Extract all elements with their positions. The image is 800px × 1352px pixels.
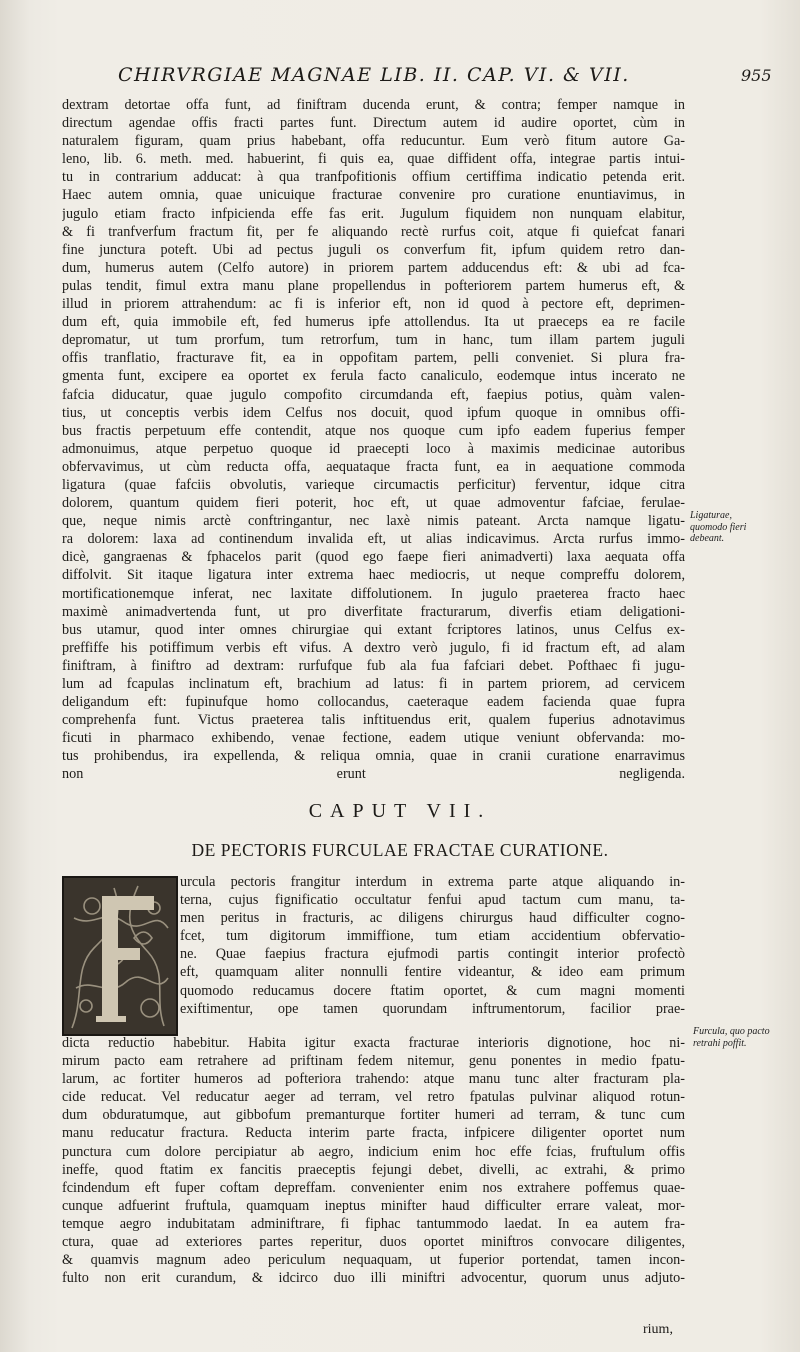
text-line: admonuimus, atque perpetuo quoque id praecepti loco à maximis medicinae autoribus	[62, 440, 685, 457]
text-line: tius, ut conceptis verbis idem Celfus nos docuit, quod ipfum quoque in omnibus offi-	[62, 404, 685, 421]
text-line: illud in priorem attrahendum: ac fi is inferior eft, non id quod à pectore eft, deprimen-	[62, 296, 685, 313]
decorated-initial	[62, 876, 178, 1036]
text-line: ligatura (quae fafciis obvolutis, varieque circumactis perficitur) ferventur, idque citra	[62, 476, 685, 493]
text-line: larum, ac fortiter humeros ad pofteriora trahendo: atque manu tunc alter fracturam pla-	[62, 1071, 685, 1088]
text-line: ficuti in pharmaco exhibendo, venae fectione, eadem utique veniunt obfervanda: mo-	[62, 730, 685, 747]
page-number: 955	[741, 66, 772, 85]
text-line: fafcia diducatur, quae jugulo compofito circumdanda eft, faepius potius, quàm valen-	[62, 386, 685, 403]
chapter-number: CAPUT VII.	[308, 800, 492, 822]
text-line: fcet, tum digitorum immiffione, tum etiam accidentium obfervatio-	[180, 928, 685, 945]
margin-note-furcula: Furcula, quo pacto retrahi poffit.	[693, 1026, 770, 1049]
text-line: dum, humerus autem (Celfo autore) in priorem partem adducendus eft: & ubi ad fca-	[62, 259, 685, 276]
catchword: rium,	[643, 1322, 673, 1337]
text-line: pulas tendit, fimul extra manu plane propellendus in pofteriorem partem humerus eft, &	[62, 277, 685, 294]
text-line: ctura, quae ad exteriores partes reperitur, duos oportet miniftros convocare diligentes,	[62, 1234, 685, 1251]
margin-note-ligaturae: Ligaturae, quomodo fieri debeant.	[690, 510, 747, 544]
text-line: men peritus in fracturis, ac diligens chirurgus haud difficulter cogno-	[180, 910, 685, 927]
chapter-title: DE PECTORIS FURCULAE FRACTAE CURATIONE.	[191, 840, 609, 860]
text-line: eft, quamquam aliter nonnulli fentire videantur, & ideo eam primum	[180, 964, 685, 981]
text-line: deligandum eft: fupinufque homo collocandus, caeteraque eadem facienda quae fupra	[62, 694, 685, 711]
running-head: CHIRVRGIAE MAGNAE LIB. II. CAP. VI. & VII.	[118, 64, 630, 86]
text-line: lum ad fcapulas inclinatum eft, brachium ad latus: fi in partem priorem, ad cervicem	[62, 676, 685, 692]
text-line: manu reducatur fractura. Reducta interim parte fracta, infpicere diligenter oportet num	[62, 1125, 685, 1142]
text-line: gmenta funt, excipere ea oportet ex ferula facto canaliculo, eodemque intus incerato ne	[62, 368, 685, 385]
text-line: directum agendae offis fracti partes funt. Directum autem id audire oportet, cùm in	[62, 115, 685, 132]
text-line: ne. Quae faepius fractura ejufmodi partis contingit interior profectò	[180, 946, 685, 963]
text-line: bus fractis perpetuum effe contendit, atque nos quoque cum ipfo eadem fuperius femper	[62, 422, 685, 439]
text-line: fcindendum eft fuper coftam depreffam. convenienter enim nos extrahere poffemus quae-	[62, 1179, 685, 1196]
text-line: preffiffe his potiffimum verbis eft vifus. A dextro verò jugulo, fi id fractum eft, ad alam	[62, 639, 685, 656]
text-line: obfervavimus, ut cùm reducta offa, aequataque fracta funt, ea in aequatione commoda	[62, 458, 685, 475]
text-line: exiftimentur, ope tamen quorundam inftrumentorum, facilior prae-	[180, 1000, 685, 1017]
text-line: dicè, gangraenas & fphacelos parit (quod ego faepe fieri animadverti) laxa aequata offa	[62, 549, 685, 566]
text-line: cide reducat. Vel reducatur aeger ad terram, vel retro fpatulas pulvinar aliquod rotun-	[62, 1089, 685, 1106]
text-line: leno, lib. 6. meth. med. habuerint, fi quis ea, quae diffident offa, integrae partis intui-	[62, 151, 685, 168]
text-line: & fi tranfverfum fractum fit, per fe aliquando rectè rurfus coit, atque fi quiefcat fanari	[62, 223, 685, 240]
text-line: diffolvit. Sit itaque ligatura inter extrema haec mediocris, ut neque compreffu dolorem,	[62, 567, 685, 584]
text-line: offis tranflatio, fracturave fit, ea in oppofitam partem, pelli conveniet. Si plura fra-	[62, 350, 685, 367]
text-line: fine junctura poteft. Ubi ad pectus juguli os converfum fit, ipfum quidem retro dan-	[62, 241, 685, 258]
text-line: Haec autem omnia, quae unicuique fracturae convenire pro curatione enuntiavimus, in	[62, 187, 685, 204]
text-line: temque aegro indubitatam adminiftrare, fi fiphac tantummodo laedat. In ea autem fra-	[62, 1215, 685, 1232]
text-line: quomodo reducamus docere ftatim oportet, & cum magni momenti	[180, 982, 685, 999]
paragraph-chapter-vi-end	[62, 96, 685, 784]
text-line: mirum pacto eam retrahere ad priftinam fedem nitemur, genu ponentes in medio fpatu-	[62, 1053, 685, 1070]
text-line: que, neque nimis arctè conftringantur, nec laxè nimis pateant. Arcta namque ligatu-	[62, 513, 685, 530]
text-line: terna, cujus fignificatio occultatur fenfui apud tactum cum manu, ta-	[180, 892, 685, 909]
text-line: jugulo etiam fracto infpicienda effe fas erit. Jugulum fiquidem non nunquam elabitur,	[62, 205, 685, 222]
text-line: & quamvis magnum adeo periculum nequaquam, ut fuperior portendat, tamen incon-	[62, 1252, 685, 1269]
text-line: bus utamur, quod inter omnes chirurgiae qui extant fcriptores latinos, unus Celfus ex-	[62, 621, 685, 638]
foliage-ornament-icon	[64, 878, 176, 1034]
text-line: comprehenfa funt. Victus praeterea talis inftituendus erit, qualem fuperius adnotavimus	[62, 712, 685, 729]
text-line: urcula pectoris frangitur interdum in extrema parte atque aliquando in-	[180, 874, 685, 890]
text-line: mortificationemque inferat, nec laxitate diffolutionem. In jugulo praeterea fracto haec	[62, 585, 685, 602]
text-line: dextram detortae offa funt, ad finiftram ducenda erunt, & contra; femper namque in	[62, 97, 685, 113]
text-line: dum obduratumque, aut gibbofum premanturque fortiter humeri ad terram, & tunc cum	[62, 1107, 685, 1124]
text-line: non erunt negligenda.	[62, 766, 685, 783]
text-line: ineffe, quod ftatim ex fancitis praeceptis fejungi debet, divelli, ac extrahi, & primo	[62, 1161, 685, 1178]
text-line: tu in contrarium adducat: à qua tranfpofitionis offium certiffima indicatio petenda erit.	[62, 169, 685, 186]
text-line: dum eft, quia immobile eft, fed humerus ipfe attollendus. Ita ut praeceps ea re facile	[62, 314, 685, 331]
text-line: cunque adfuerint fruftula, quamquam ineptus minifter haud difficulter errare valeat, mor-	[62, 1197, 685, 1214]
text-line: fulto non erit curandum, & idcirco duo illi miniftri advocentur, quorum unus adjuto-	[62, 1270, 685, 1287]
text-line: dolorem, quantum quidem fieri poterit, hoc eft, ut quae admoventur fafciae, ferulae-	[62, 495, 685, 512]
text-line: dicta reductio habebitur. Habita igitur exacta fracturae interioris dignotione, hoc ni-	[62, 1035, 685, 1051]
text-line: ra dolorem: laxa ad continendum invalida eft, ut alias indicavimus. Arcta rurfus immo-	[62, 531, 685, 548]
text-line: tus prohibendus, ira expellenda, & reliqua omnia, quae in cranii curatione enarravimus	[62, 748, 685, 765]
text-line: punctura cum dolore percipiatur ab aegro, indicium enim hoc effe fcias, fruftulum offis	[62, 1143, 685, 1160]
paragraph-chapter-vii-opening	[180, 873, 685, 1018]
text-line: depromatur, ut tum prorfum, tum retrorfum, tum in hanc, tum illam partem juguli	[62, 332, 685, 349]
text-line: maximè animadvertenda funt, ut pro diverfitate fracturarum, diverfis etiam deligationi-	[62, 603, 685, 620]
text-line: naturalem figuram, quam prius habebant, offa reducuntur. Eum verò fitum autore Ga-	[62, 133, 685, 150]
paragraph-chapter-vii-continued	[62, 1034, 685, 1287]
text-line: finiftram, à finiftro ad dextram: rurfufque fub ala fua fafciari debet. Pofthaec fi jugu-	[62, 657, 685, 674]
